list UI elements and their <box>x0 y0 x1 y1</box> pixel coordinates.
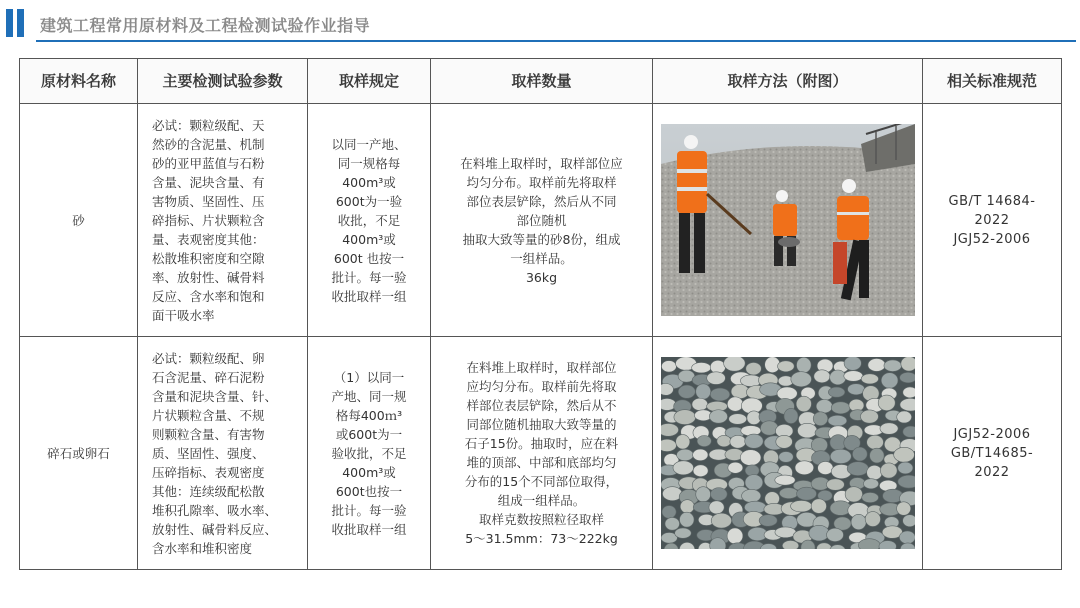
table-header-row <box>20 59 1062 104</box>
sampling-quantity-text: 在料堆上取样时，取样部位 应均匀分布。取样前先将取 样部位表层铲除，然后从不 同部位随机抽取大致等量的 石子15份。抽取时，应在料 堆的顶部、中部和底部均匀 分布的15个不同部位取得， 组成一组样品。 取样克数按照粒径取样 5～31.5mm：73～222kg <box>464 360 619 546</box>
standard-text: JGJ52-2006 GB/T14685- 2022 <box>950 426 1034 480</box>
header-accent-bar <box>17 9 24 37</box>
page-header <box>0 0 1080 48</box>
sampling-quantity-cell <box>431 104 653 337</box>
column-header: 取样方法（附图） <box>653 59 923 104</box>
table-row <box>20 104 1062 337</box>
sampling-rule-cell <box>308 104 431 337</box>
header-accent-bar <box>6 9 13 37</box>
standard-text: GB/T 14684- 2022 JGJ52-2006 <box>948 193 1036 247</box>
sampling-quantity-cell <box>431 337 653 570</box>
column-header: 主要检测试验参数 <box>138 59 308 104</box>
sampling-method-cell <box>653 337 923 570</box>
table-row <box>20 337 1062 570</box>
column-header: 取样数量 <box>431 59 653 104</box>
material-name-cell: 碎石或卵石 <box>20 337 138 570</box>
test-params-text: 必试：颗粒级配、天 然砂的含泥量、机制 砂的亚甲蓝值与石粉 含量、泥块含量、有 害物质、坚固性、压 碎指标、片状颗粒含 量、表观密度其他： 松散堆积密度和空隙 率、放射性、碱骨料 反应、含水率和饱和 面干吸水率 <box>152 117 265 323</box>
pebbles-photo <box>661 357 915 549</box>
column-header: 相关标准规范 <box>923 59 1062 104</box>
standard-cell <box>923 104 1062 337</box>
test-params-cell <box>138 337 308 570</box>
sampling-rule-text: 以同一产地、 同一规格每 400m³或 600t为一验 收批，不足 400m³或 600t 也按一 批计。每一验 收批取样一组 <box>331 136 407 304</box>
workers-sampling-sand-photo <box>661 124 915 316</box>
sampling-rule-cell <box>308 337 431 570</box>
column-header: 原材料名称 <box>20 59 138 104</box>
material-name-cell: 砂 <box>20 104 138 337</box>
test-params-text: 必试：颗粒级配、卵 石含泥量、碎石泥粉 含量和泥块含量、针、 片状颗粒含量、不规 则颗粒含量、有害物 质、坚固性、强度、 压碎指标、表观密度 其他：连续级配松散 堆积孔隙率、吸水率、 放射性、碱骨料反应、 含水率和堆积密度 <box>152 350 278 556</box>
sampling-method-cell <box>653 104 923 337</box>
materials-table <box>19 58 1062 570</box>
header-divider <box>36 40 1076 42</box>
standard-cell <box>923 337 1062 570</box>
column-header: 取样规定 <box>308 59 431 104</box>
test-params-cell <box>138 104 308 337</box>
page-title: 建筑工程常用原材料及工程检测试验作业指导 <box>40 16 371 35</box>
sampling-quantity-text: 在料堆上取样时，取样部位应 均匀分布。取样前先将取样 部位表层铲除，然后从不同 部位随机 抽取大致等量的砂8份，组成 一组样品。 36kg <box>460 155 623 285</box>
sampling-rule-text: （1）以同一 产地、同一规 格每400ｍ³ 或600t为一 验收批，不足 400m³或 600t也按一 批计。每一验 收批取样一组 <box>331 369 407 537</box>
